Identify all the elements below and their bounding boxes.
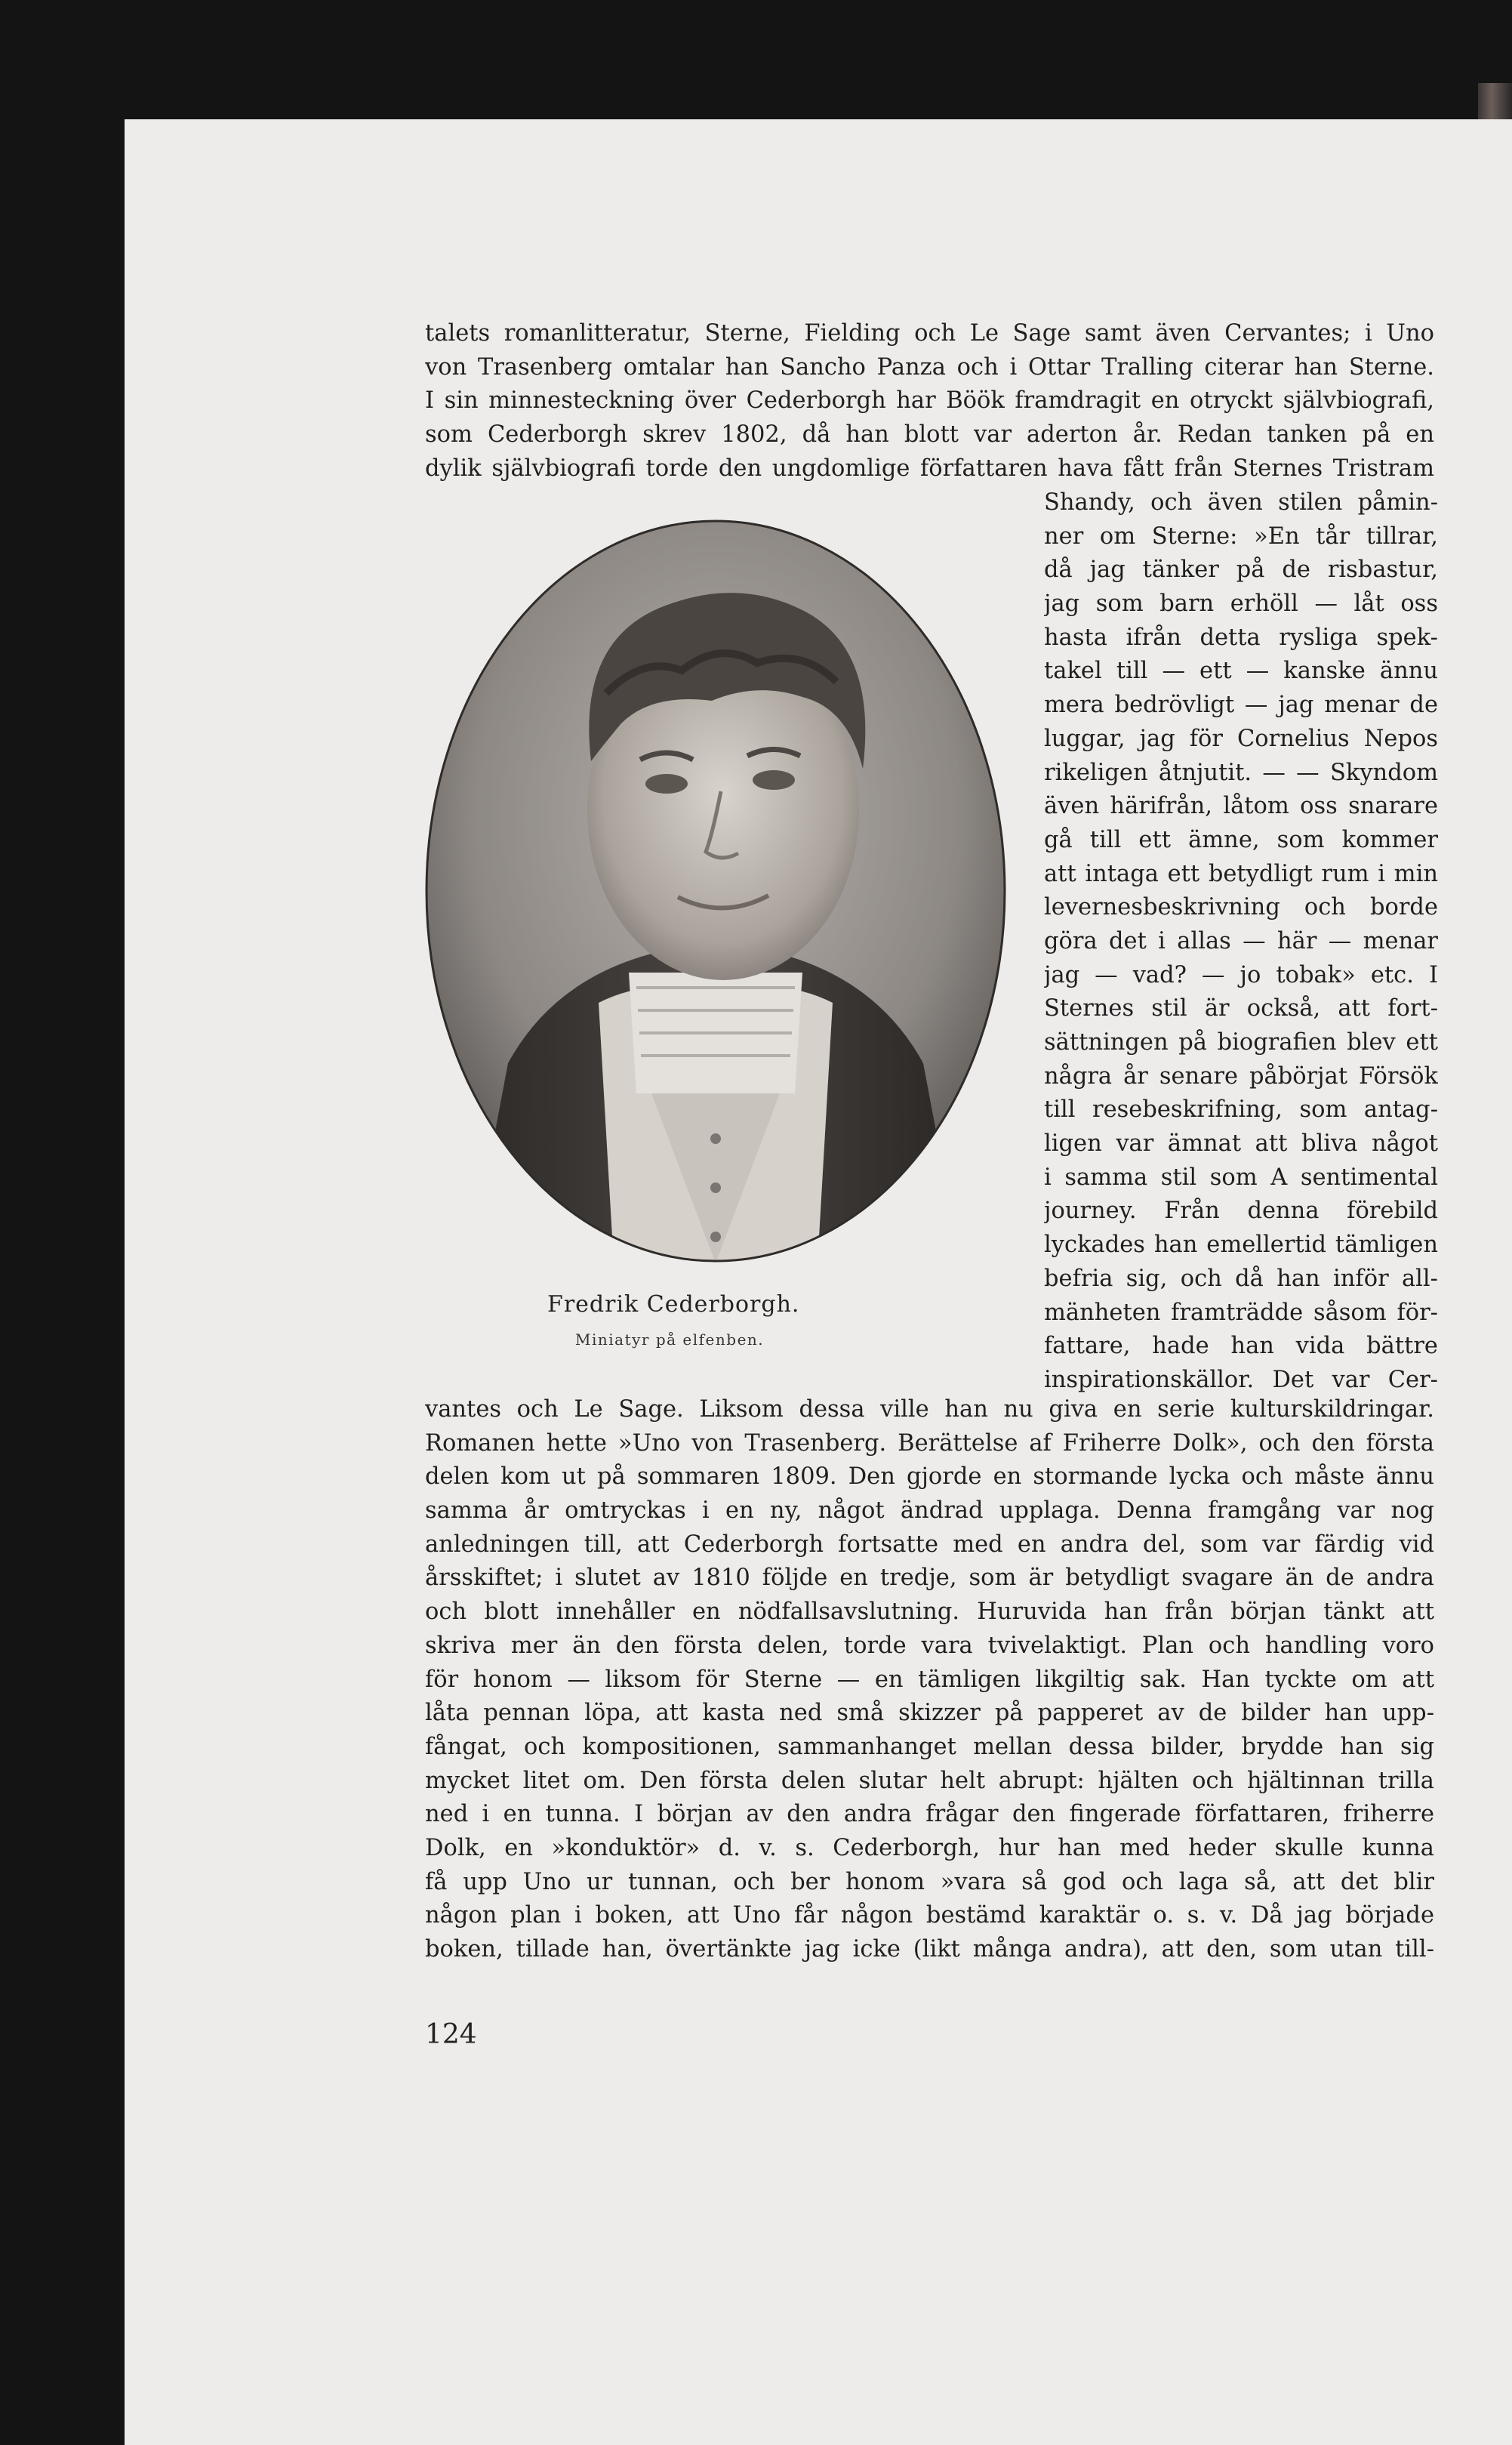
text-line: Romanen hette »Uno von Trasenberg. Berättelse af Friherre Dolk», och den första bbox=[425, 1429, 1434, 1457]
text-line: Sternes stil är också, att fort- bbox=[1044, 995, 1438, 1022]
text-line: i samma stil som A sentimental bbox=[1044, 1164, 1438, 1191]
text-line: fångat, och kompositionen, sammanhanget mellan dessa bilder, brydde han sig bbox=[425, 1733, 1434, 1760]
text-line: Dolk, en »konduktör» d. v. s. Cederborgh, hur han med heder skulle kunna bbox=[425, 1834, 1434, 1861]
text-line: dylik självbiografi torde den ungdomlige författaren hava fått från Sternes Tristram bbox=[425, 455, 1434, 482]
text-line: boken, tillade han, övertänkte jag icke (likt många andra), att den, som utan till- bbox=[425, 1936, 1434, 1962]
text-line: befria sig, och då han inför all- bbox=[1044, 1265, 1438, 1292]
text-line: vantes och Le Sage. Liksom dessa ville han nu giva en serie kulturskildringar. bbox=[425, 1396, 1434, 1423]
text-line: luggar, jag för Cornelius Nepos bbox=[1044, 725, 1438, 752]
text-top bbox=[425, 317, 1434, 486]
text-line: rikeligen åtnjutit. — — Skyndom bbox=[1044, 759, 1438, 786]
text-line: delen kom ut på sommaren 1809. Den gjorde en stormande lycka och måste ännu bbox=[425, 1463, 1434, 1491]
portrait-miniature bbox=[425, 520, 1006, 1263]
text-line: som Cederborgh skrev 1802, då han blott var aderton år. Redan tanken på en bbox=[425, 421, 1434, 449]
page-number: 124 bbox=[425, 2019, 477, 2050]
text-line: levernesbeskrivning och borde bbox=[1044, 894, 1438, 921]
text-line: då jag tänker på de risbastur, bbox=[1044, 557, 1438, 584]
text-line: I sin minnesteckning över Cederborgh har Böök framdragit en otryckt självbiografi, bbox=[425, 387, 1434, 415]
text-line: ner om Sterne: »En tår tillrar, bbox=[1044, 523, 1438, 550]
text-line: några år senare påbörjat Försök bbox=[1044, 1062, 1438, 1090]
text-line: sättningen på biografien blev ett bbox=[1044, 1029, 1438, 1056]
text-line: gå till ett ämne, som kommer bbox=[1044, 826, 1438, 853]
portrait-image bbox=[425, 520, 1006, 1263]
text-line: även härifrån, låtom oss snarare bbox=[1044, 793, 1438, 820]
text-line: till resebeskrifning, som antag- bbox=[1044, 1096, 1438, 1124]
text-line: för honom — liksom för Sterne — en tämligen likgiltig sak. Han tyckte om att bbox=[425, 1666, 1434, 1693]
portrait-caption-title: Fredrik Cederborgh. bbox=[547, 1291, 800, 1318]
text-line: göra det i allas — här — menar bbox=[1044, 927, 1438, 954]
text-line: anledningen till, att Cederborgh fortsatte med en andra del, som var färdig vid bbox=[425, 1531, 1434, 1558]
text-line: ligen var ämnat att bliva något bbox=[1044, 1130, 1438, 1158]
text-line: von Trasenberg omtalar han Sancho Panza och i Ottar Tralling citerar han Sterne. bbox=[425, 353, 1434, 381]
text-beside-portrait bbox=[1044, 486, 1438, 1398]
text-line: skriva mer än den första delen, torde vara tvivelaktigt. Plan och handling voro bbox=[425, 1632, 1434, 1659]
text-line: mycket litet om. Den första delen slutar helt abrupt: hjälten och hjältinnan trilla bbox=[425, 1767, 1434, 1794]
text-line: någon plan i boken, att Uno får någon bestämd karaktär o. s. v. Då jag började bbox=[425, 1902, 1434, 1929]
text-line: mera bedrövligt — jag menar de bbox=[1044, 692, 1438, 719]
text-line: takel till — ett — kanske ännu bbox=[1044, 658, 1438, 685]
text-line: jag som barn erhöll — låt oss bbox=[1044, 590, 1438, 618]
text-line: mänheten framträdde såsom för- bbox=[1044, 1299, 1438, 1326]
text-bottom bbox=[425, 1393, 1434, 1967]
text-line: att intaga ett betydligt rum i min bbox=[1044, 860, 1438, 887]
text-line: jag — vad? — jo tobak» etc. I bbox=[1044, 961, 1438, 988]
text-line: inspirationskällor. Det var Cer- bbox=[1044, 1366, 1438, 1393]
text-line: och blott innehåller en nödfallsavslutning. Huruvida han från början tänkt att bbox=[425, 1599, 1434, 1626]
text-line: hasta ifrån detta rysliga spek- bbox=[1044, 624, 1438, 651]
text-line: samma år omtryckas i en ny, något ändrad upplaga. Denna framgång var nog bbox=[425, 1497, 1434, 1525]
text-line: Shandy, och även stilen påmin- bbox=[1044, 489, 1438, 516]
text-line: talets romanlitteratur, Sterne, Fielding och Le Sage samt även Cervantes; i Uno bbox=[425, 320, 1434, 347]
text-line: journey. Från denna förebild bbox=[1044, 1198, 1438, 1225]
text-line: fattare, hade han vida bättre bbox=[1044, 1333, 1438, 1360]
text-line: få upp Uno ur tunnan, och ber honom »vara så god och laga så, att det blir bbox=[425, 1868, 1434, 1895]
text-line: lyckades han emellertid tämligen bbox=[1044, 1232, 1438, 1259]
text-line: årsskiftet; i slutet av 1810 följde en tredje, som är betydligt svagare än de andra bbox=[425, 1565, 1434, 1592]
text-line: låta pennan löpa, att kasta ned små skizzer på papperet av de bilder han upp- bbox=[425, 1700, 1434, 1727]
text-line: ned i en tunna. I början av den andra frågar den fingerade författaren, friherre bbox=[425, 1801, 1434, 1828]
portrait-caption-subtitle: Miniatyr på elfenben. bbox=[575, 1330, 765, 1349]
